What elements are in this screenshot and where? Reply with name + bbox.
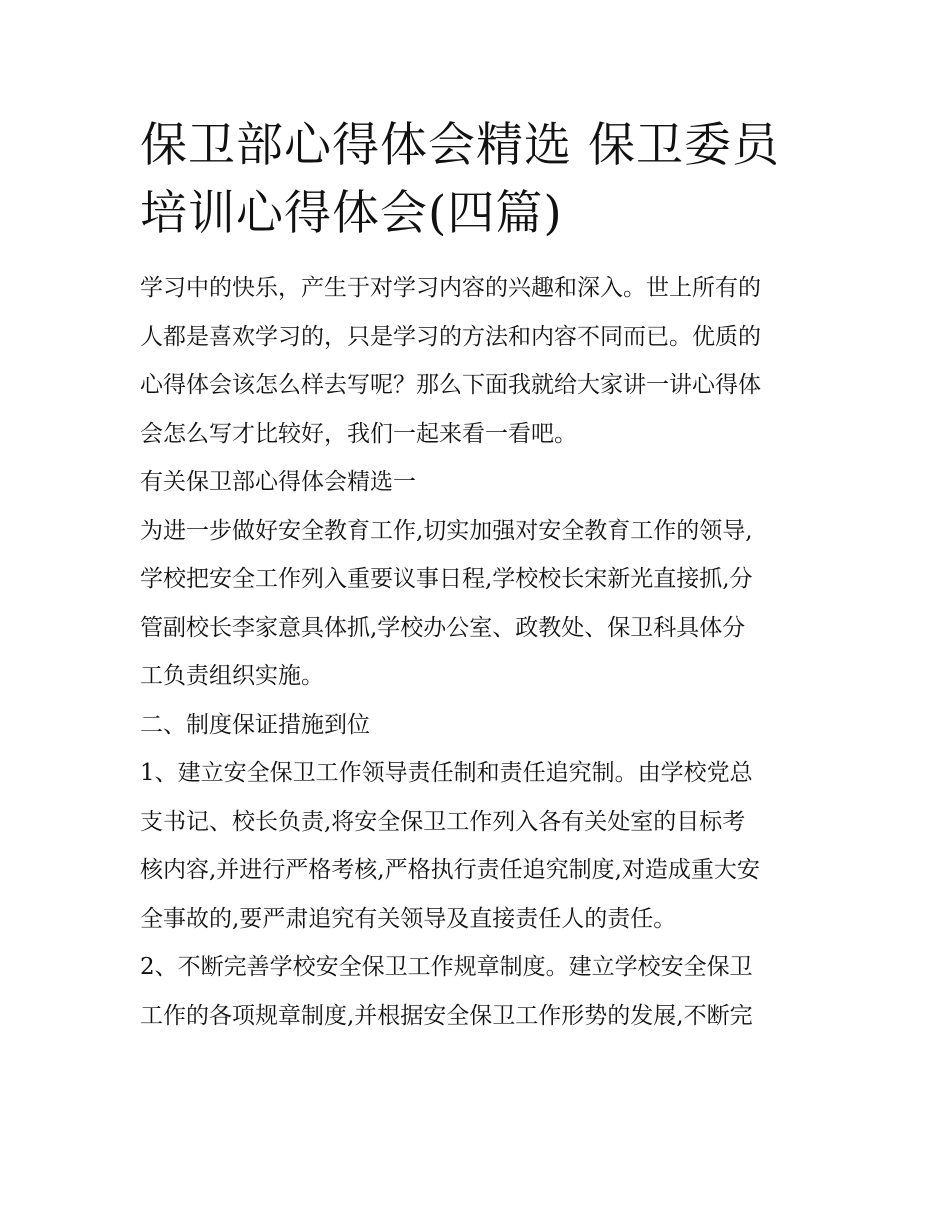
text-line: 学校把安全工作列入重要议事日程,学校校长宋新光直接抓,分 <box>140 566 753 592</box>
section-heading-2 <box>140 701 815 750</box>
text-line: 全事故的,要严肃追究有关领导及直接责任人的责任。 <box>140 905 677 932</box>
text-line: 管副校长李家意具体抓,学校办公室、政教处、保卫科具体分 <box>140 614 746 641</box>
text-line: 心得体会该怎么样去写呢？那么下面我就给大家讲一讲心得体 <box>140 372 761 398</box>
document-title <box>140 112 815 248</box>
body-paragraph-3 <box>140 943 815 1040</box>
document-page <box>140 112 815 1040</box>
text-line: 工负责组织实施。 <box>140 663 324 689</box>
text-line: 二、制度保证措施到位 <box>140 711 370 738</box>
text-line: 有关保卫部心得体会精选一 <box>140 469 416 495</box>
body-paragraph-1 <box>140 507 815 701</box>
text-line: 工作的各项规章制度,并根据安全保卫工作形势的发展,不断完 <box>140 1002 753 1029</box>
text-line: 核内容,并进行严格考核,严格执行责任追究制度,对造成重大安 <box>140 857 760 883</box>
text-line: 人都是喜欢学习的，只是学习的方法和内容不同而已。优质的 <box>140 323 761 350</box>
text-line: 会怎么写才比较好，我们一起来看一看吧。 <box>140 420 577 447</box>
intro-paragraph <box>140 264 815 458</box>
text-line: 支书记、校长负责,将安全保卫工作列入各有关处室的目标考 <box>140 808 746 835</box>
text-line: 2、不断完善学校安全保卫工作规章制度。建立学校安全保卫 <box>140 954 753 980</box>
text-line: 学习中的快乐，产生于对学习内容的兴趣和深入。世上所有的 <box>140 275 761 301</box>
text-line: 1、建立安全保卫工作领导责任制和责任追究制。由学校党总 <box>140 760 753 786</box>
section-heading-1 <box>140 458 815 507</box>
body-paragraph-2 <box>140 749 815 943</box>
text-line: 为进一步做好安全教育工作,切实加强对安全教育工作的领导, <box>140 517 753 544</box>
title-line-2: 培训心得体会(四篇) <box>140 186 563 241</box>
title-line-1: 保卫部心得体会精选 保卫委员 <box>140 118 780 173</box>
